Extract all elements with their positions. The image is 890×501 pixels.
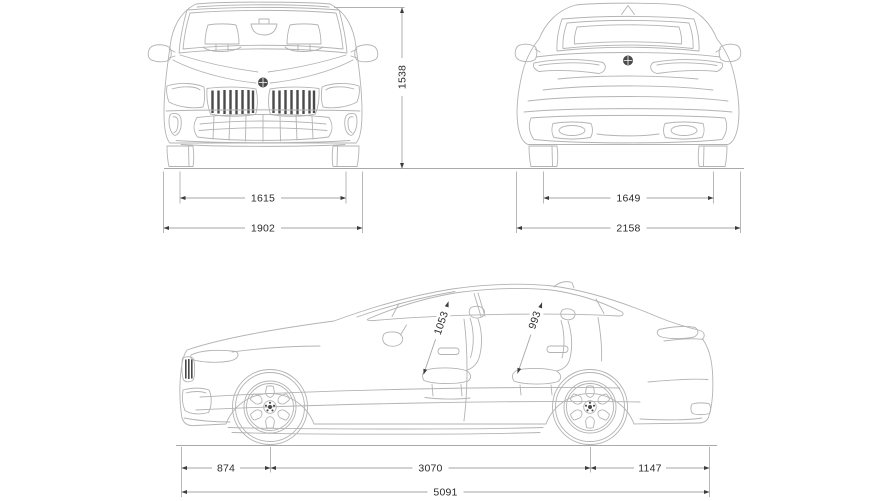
front-seat — [422, 306, 484, 399]
dim-wheelbase — [271, 447, 591, 475]
dimension-label-rear-headroom: 993 — [526, 309, 544, 331]
bmw-roundel-logo — [258, 78, 268, 88]
dimensions — [164, 8, 741, 499]
rear-lower-bumper — [529, 115, 726, 143]
front-side-intake-left — [169, 113, 181, 135]
rear-side-mirror-right — [716, 44, 741, 61]
dimension-label-front-track: 1615 — [250, 192, 276, 205]
dim-front-headroom — [423, 302, 452, 375]
front-side-mirror-right — [351, 45, 378, 62]
front-side-mirror-left — [148, 45, 175, 62]
taillight-left — [533, 60, 605, 74]
rear-wheel — [553, 370, 628, 445]
front-side-intake-right — [345, 113, 357, 135]
dim-overall-length — [182, 486, 710, 499]
side-rear-end — [640, 326, 711, 419]
front-bumper-top-line — [166, 110, 360, 111]
dimension-label-rear-track: 1649 — [616, 192, 641, 205]
dim-rear-overhang — [591, 447, 710, 497]
rear-tires — [529, 146, 727, 167]
dim-rear-headroom — [517, 303, 545, 374]
dim-front-track — [180, 172, 346, 205]
rear-body-outline — [517, 3, 739, 144]
kidney-grille-left — [207, 87, 258, 116]
taillight-right — [651, 60, 723, 74]
front-windshield — [179, 7, 347, 53]
side-front-end — [182, 350, 238, 422]
dimension-label-front-overhang: 874 — [216, 462, 236, 475]
shark-fin-antenna — [622, 6, 635, 15]
dimension-label-rear-width: 2158 — [616, 222, 641, 235]
front-roof-inner-line — [197, 5, 329, 7]
rear-view-drawing — [515, 3, 741, 166]
rear-window — [557, 16, 699, 51]
dimension-label-rear-overhang: 1147 — [638, 462, 662, 475]
side-door-lines — [196, 318, 640, 435]
ground-lines — [164, 169, 744, 446]
front-rearview-mirror — [251, 19, 277, 35]
dimension-label-front-width: 1902 — [250, 222, 276, 235]
dim-rear-track — [544, 172, 714, 205]
trunk-lines — [524, 76, 732, 112]
side-mirror — [383, 325, 407, 346]
dimension-label-wheelbase: 3070 — [418, 462, 443, 475]
front-wheel — [233, 370, 308, 445]
rear-side-mirror-left — [515, 44, 540, 61]
headlight-left — [167, 83, 205, 107]
front-headrests-and-seats — [203, 24, 323, 52]
kidney-grille-right — [269, 87, 320, 116]
dimension-label-front-headroom: 1053 — [431, 309, 452, 337]
dimension-label-height: 1538 — [396, 64, 409, 90]
side-antenna-fin — [554, 282, 574, 288]
bmw-roundel-logo-rear — [623, 56, 633, 66]
front-tires — [167, 146, 359, 167]
front-chin-line — [181, 145, 345, 147]
front-view-drawing — [148, 2, 378, 166]
headlight-right — [321, 83, 359, 107]
front-center-intake-mesh — [194, 114, 332, 141]
dimension-label-overall-length: 5091 — [433, 486, 458, 499]
dim-front-overhang — [182, 447, 271, 497]
side-greenhouse — [357, 289, 623, 321]
